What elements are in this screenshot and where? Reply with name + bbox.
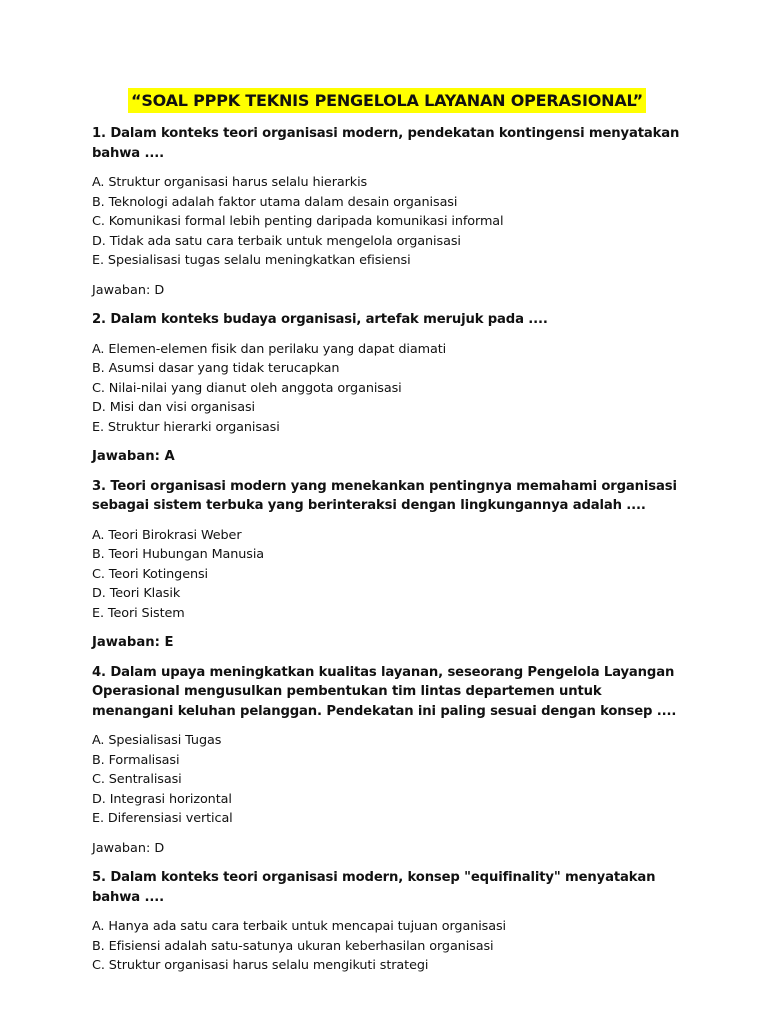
option-item: B. Efisiensi adalah satu-satunya ukuran keberhasilan organisasi — [92, 938, 494, 954]
title-block — [92, 88, 682, 116]
answer-text: Jawaban: A — [92, 449, 175, 464]
option-item: A. Struktur organisasi harus selalu hierarkis — [92, 175, 368, 190]
option-item: D. Integrasi horizontal — [92, 791, 232, 807]
option-item: E. Spesialisasi tugas selalu meningkatkan efisiensi — [92, 253, 411, 268]
option-item: A. Elemen-elemen fisik dan perilaku yang dapat diamati — [92, 341, 447, 357]
option-item: E. Teori Sistem — [92, 605, 185, 621]
option-item: C. Nilai-nilai yang dianut oleh anggota organisasi — [92, 380, 402, 396]
option-item: C. Sentralisasi — [92, 772, 182, 787]
option-item: D. Misi dan visi organisasi — [92, 400, 255, 415]
question-text: 5. Dalam konteks teori organisasi modern, konsep "equifinality" menyatakan bahwa .... — [92, 870, 656, 905]
question-text: 1. Dalam konteks teori organisasi modern, pendekatan kontingensi menyatakan bahwa .... — [92, 126, 680, 161]
option-item: B. Teori Hubungan Manusia — [92, 547, 265, 562]
question-block-3 — [92, 477, 682, 653]
option-item: C. Komunikasi formal lebih penting daripada komunikasi informal — [92, 214, 504, 229]
option-list — [92, 917, 682, 976]
question-block-4 — [92, 663, 682, 859]
option-list — [92, 340, 682, 438]
option-item: C. Teori Kotingensi — [92, 566, 208, 582]
answer-text: Jawaban: E — [92, 635, 174, 650]
option-item: B. Teknologi adalah faktor utama dalam desain organisasi — [92, 194, 458, 210]
question-block-2 — [92, 310, 682, 467]
option-item: A. Spesialisasi Tugas — [92, 733, 222, 748]
option-item: A. Teori Birokrasi Weber — [92, 527, 242, 543]
answer-text: Jawaban: D — [92, 840, 165, 856]
option-item: D. Teori Klasik — [92, 586, 181, 601]
option-item: E. Diferensiasi vertical — [92, 811, 233, 826]
question-text: 3. Teori organisasi modern yang menekankan pentingnya memahami organisasi sebagai sistem terbuka yang berinteraksi dengan lingkungannya adalah .... — [92, 478, 677, 513]
option-item: D. Tidak ada satu cara terbaik untuk mengelola organisasi — [92, 233, 461, 249]
option-item: E. Struktur hierarki organisasi — [92, 419, 280, 435]
option-list — [92, 173, 682, 271]
question-text: 2. Dalam konteks budaya organisasi, artefak merujuk pada .... — [92, 312, 548, 327]
question-block-5 — [92, 868, 682, 976]
option-item: A. Hanya ada satu cara terbaik untuk mencapai tujuan organisasi — [92, 919, 506, 934]
document-page — [92, 88, 682, 986]
option-item: C. Struktur organisasi harus selalu mengikuti strategi — [92, 958, 429, 973]
question-text: 4. Dalam upaya meningkatkan kualitas layanan, seseorang Pengelola Layangan Operasional mengusulkan pembentukan tim lintas departemen untuk menangani keluhan pelanggan. Pendekatan ini paling sesuai dengan konsep .... — [92, 664, 677, 719]
option-item: B. Formalisasi — [92, 752, 180, 768]
option-item: B. Asumsi dasar yang tidak terucapkan — [92, 361, 340, 376]
option-list — [92, 731, 682, 829]
answer-text: Jawaban: D — [92, 282, 165, 298]
option-list — [92, 526, 682, 624]
document-title: “SOAL PPPK TEKNIS PENGELOLA LAYANAN OPERASIONAL” — [128, 88, 646, 113]
question-block-1 — [92, 124, 682, 300]
